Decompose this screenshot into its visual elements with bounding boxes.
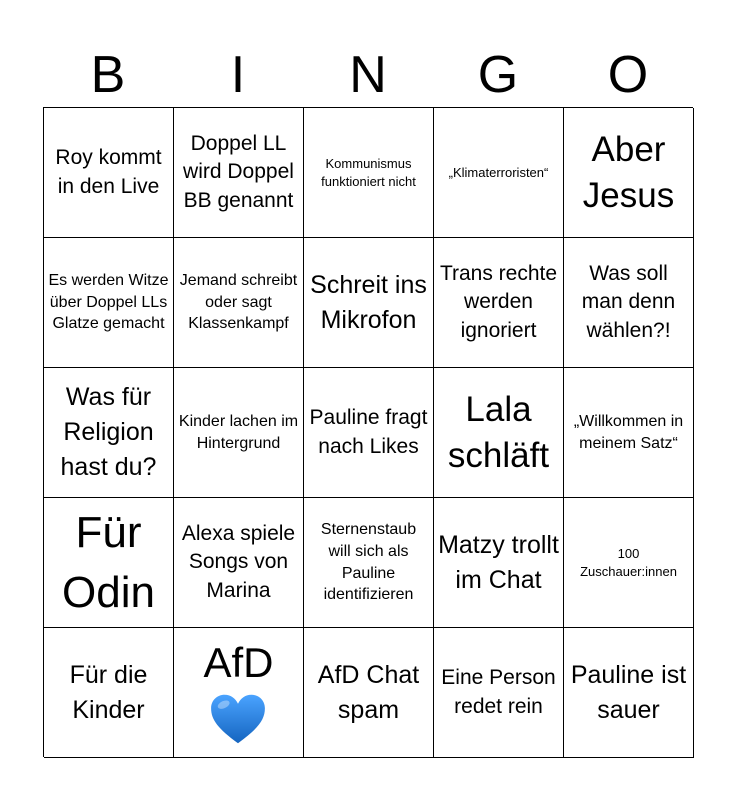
- blue-heart-icon: [209, 693, 267, 745]
- cell-text: Pauline fragt nach Likes: [309, 406, 428, 458]
- bingo-cell[interactable]: [564, 108, 694, 238]
- cell-text: Alexa spiele Songs von Marina: [181, 521, 296, 602]
- bingo-cell[interactable]: [304, 628, 434, 758]
- cell-text: Für Odin: [62, 508, 155, 617]
- cell-text: Roy kommt in den Live: [55, 146, 162, 198]
- bingo-cell[interactable]: [304, 238, 434, 368]
- cell-text: Matzy trollt im Chat: [438, 530, 559, 594]
- bingo-cell[interactable]: [174, 238, 304, 368]
- header-letter-g: G: [477, 46, 519, 104]
- cell-text: Trans rechte werden ignoriert: [439, 261, 558, 342]
- bingo-cell[interactable]: [44, 108, 174, 238]
- cell-text: 100 Zuschauer:innen: [580, 545, 677, 579]
- header-letter-o: O: [607, 46, 649, 104]
- bingo-cell[interactable]: [174, 368, 304, 498]
- bingo-cell[interactable]: [434, 498, 564, 628]
- cell-text: Sternenstaub will sich als Pauline identifizieren: [320, 521, 417, 604]
- header-letter-b: B: [90, 46, 126, 104]
- bingo-cell[interactable]: [434, 368, 564, 498]
- cell-text: Jemand schreibt oder sagt Klassenkampf: [179, 272, 298, 333]
- cell-text: Was soll man denn wählen?!: [581, 261, 676, 342]
- cell-text: Pauline ist sauer: [570, 660, 687, 724]
- cell-text: Doppel LL wird Doppel BB genannt: [183, 131, 294, 212]
- bingo-cell[interactable]: [174, 628, 304, 758]
- bingo-cell[interactable]: [44, 368, 174, 498]
- header-letter-n: N: [349, 46, 387, 104]
- bingo-cell[interactable]: [174, 498, 304, 628]
- bingo-cell[interactable]: [564, 368, 694, 498]
- cell-text: Für die Kinder: [69, 660, 148, 724]
- cell-text: Schreit ins Mikrofon: [310, 270, 427, 334]
- bingo-cell[interactable]: [564, 628, 694, 758]
- cell-text: Was für Religion hast du?: [60, 383, 157, 481]
- cell-text: „Willkommen in meinem Satz“: [573, 412, 684, 452]
- bingo-header: [43, 44, 693, 106]
- cell-text: „Klimaterroristen“: [448, 164, 549, 180]
- cell-text: Kinder lachen im Hintergrund: [178, 412, 299, 452]
- cell-text: Lala schläft: [447, 390, 550, 475]
- bingo-cell[interactable]: [174, 108, 304, 238]
- bingo-cell[interactable]: [564, 238, 694, 368]
- bingo-cell[interactable]: [304, 108, 434, 238]
- cell-text: AfD Chat spam: [317, 660, 420, 724]
- bingo-cell[interactable]: [434, 108, 564, 238]
- bingo-cell[interactable]: [304, 368, 434, 498]
- cell-text: Eine Person redet rein: [441, 666, 556, 718]
- bingo-cell[interactable]: [304, 498, 434, 628]
- bingo-cell[interactable]: [44, 238, 174, 368]
- bingo-cell[interactable]: [564, 498, 694, 628]
- header-letter-i: I: [230, 46, 246, 104]
- bingo-cell[interactable]: [434, 238, 564, 368]
- bingo-board: [43, 107, 693, 757]
- cell-text: Kommunismus funktioniert nicht: [321, 155, 416, 189]
- bingo-cell[interactable]: [44, 498, 174, 628]
- cell-text: Es werden Witze über Doppel LLs Glatze gemacht: [48, 272, 169, 333]
- cell-text: AfD: [203, 639, 274, 687]
- cell-text: Aber Jesus: [582, 130, 675, 215]
- cell-content: [203, 640, 273, 744]
- bingo-cell[interactable]: [434, 628, 564, 758]
- bingo-cell[interactable]: [44, 628, 174, 758]
